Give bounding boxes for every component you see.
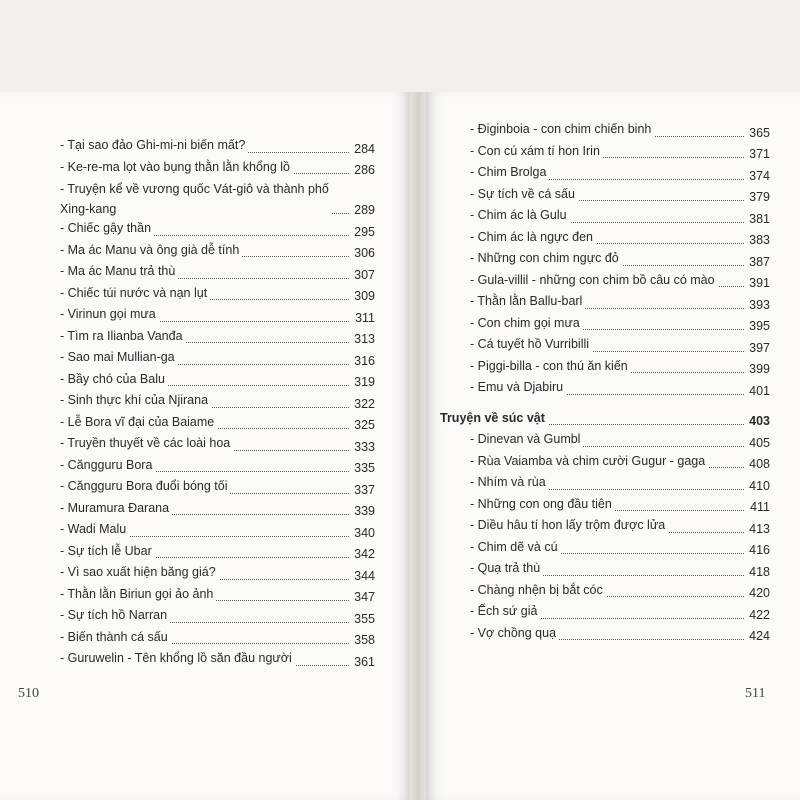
toc-entry <box>470 516 770 538</box>
toc-entry <box>60 585 375 607</box>
toc-entry-title: - Thằn lằn Biriun gọi ảo ảnh <box>60 585 216 604</box>
toc-entry-page: 371 <box>746 146 770 162</box>
toc-entry-title: - Sự tích lễ Ubar <box>60 542 155 561</box>
toc-entry <box>60 520 375 542</box>
toc-entry <box>470 357 770 379</box>
toc-entry <box>470 452 770 474</box>
toc-entry-page: 335 <box>351 460 375 476</box>
toc-entry <box>470 185 770 207</box>
toc-entry <box>470 120 770 142</box>
toc-entry-title: - Chiếc gậy thần <box>60 219 154 238</box>
toc-entry <box>60 391 375 413</box>
toc-entry-page: 408 <box>746 456 770 472</box>
toc-entry-page: 401 <box>746 383 770 399</box>
toc-entry-page: 309 <box>351 288 375 304</box>
toc-entry <box>470 271 770 293</box>
toc-entry-page: 325 <box>351 417 375 433</box>
toc-entry <box>60 499 375 521</box>
toc-entry-title: - Emu và Djabiru <box>470 378 566 397</box>
toc-entry <box>470 314 770 336</box>
toc-entry-page: 420 <box>746 585 770 601</box>
section-heading-page: 403 <box>746 413 770 429</box>
toc-entry-title: - Căngguru Bora đuổi bóng tối <box>60 477 230 496</box>
toc-entry-title: - Sự tích về cá sấu <box>470 185 578 204</box>
toc-entry-title: - Truyền thuyết về các loài hoa <box>60 434 233 453</box>
toc-entry <box>470 228 770 250</box>
toc-entry-title: - Điginboia - con chim chiến binh <box>470 120 654 139</box>
toc-entry <box>470 624 770 646</box>
toc-entry-title: - Ếch sứ giả <box>470 602 540 621</box>
toc-entry-page: 355 <box>351 611 375 627</box>
toc-left <box>60 136 375 671</box>
toc-entry-title: - Tìm ra Ilianba Vanđa <box>60 327 186 346</box>
toc-entry <box>60 262 375 284</box>
toc-entry <box>60 179 375 219</box>
toc-entry-page: 397 <box>746 340 770 356</box>
toc-entry <box>470 495 770 517</box>
toc-entry-page: 340 <box>351 525 375 541</box>
toc-entry <box>470 581 770 603</box>
toc-entry-title: - Sinh thực khí của Njirana <box>60 391 211 410</box>
toc-entry-title: - Ma ác Manu trả thù <box>60 262 178 281</box>
toc-entry-page: 405 <box>746 435 770 451</box>
toc-entry <box>60 219 375 241</box>
toc-entry-title: - Diều hâu tí hon lấy trộm được lửa <box>470 516 668 535</box>
toc-entry <box>60 563 375 585</box>
toc-entry <box>470 430 770 452</box>
toc-entry-page: 342 <box>351 546 375 562</box>
toc-entry-title: - Guruwelin - Tên khổng lồ săn đầu người <box>60 649 295 668</box>
toc-entry-page: 347 <box>351 589 375 605</box>
toc-entry <box>60 284 375 306</box>
toc-entry <box>470 538 770 560</box>
section-heading-title: Truyện về súc vật <box>440 409 548 428</box>
toc-entry-page: 387 <box>746 254 770 270</box>
toc-entry-title: - Ma ác Manu và ông già dễ tính <box>60 241 242 260</box>
toc-entry <box>60 136 375 158</box>
toc-entry <box>60 413 375 435</box>
toc-entry-page: 306 <box>351 245 375 261</box>
toc-entry-page: 286 <box>351 162 375 178</box>
toc-entry <box>60 456 375 478</box>
toc-entry-title: - Sao mai Mullian-ga <box>60 348 178 367</box>
toc-entry-title: - Wadi Malu <box>60 520 129 539</box>
toc-entry-title: - Virinun gọi mưa <box>60 305 159 324</box>
toc-entry <box>60 434 375 456</box>
toc-entry-page: 395 <box>746 318 770 334</box>
toc-entry <box>60 327 375 349</box>
toc-entry-page: 307 <box>351 267 375 283</box>
toc-entry-page: 337 <box>351 482 375 498</box>
toc-entry-page: 311 <box>352 310 375 326</box>
toc-entry-page: 381 <box>746 211 770 227</box>
toc-entry-title: - Chiếc túi nước và nạn lụt <box>60 284 210 303</box>
section-heading <box>440 409 770 431</box>
toc-entry-title: - Biến thành cá sấu <box>60 628 171 647</box>
toc-entry-title: - Gula-villil - những con chim bồ câu có mào <box>470 271 718 290</box>
toc-entry-title: - Chim dẽ và cú <box>470 538 561 557</box>
toc-entry-page: 295 <box>351 224 375 240</box>
toc-entry-page: 358 <box>351 632 375 648</box>
toc-entry <box>470 473 770 495</box>
toc-entry-title: - Chim ác là ngực đen <box>470 228 596 247</box>
toc-entry-title: - Con chim gọi mưa <box>470 314 583 333</box>
toc-entry-page: 399 <box>746 361 770 377</box>
toc-entry-page: 413 <box>746 521 770 537</box>
toc-entry <box>60 542 375 564</box>
toc-entry-page: 313 <box>351 331 375 347</box>
toc-entry-page: 416 <box>746 542 770 558</box>
toc-entry-title: - Những con chim ngực đỏ <box>470 249 622 268</box>
toc-entry-page: 322 <box>351 396 375 412</box>
toc-entry-title: - Bầy chó của Balu <box>60 370 168 389</box>
toc-entry-page: 391 <box>746 275 770 291</box>
toc-entry-page: 339 <box>351 503 375 519</box>
toc-entry-title: - Căngguru Bora <box>60 456 155 475</box>
toc-entry <box>60 606 375 628</box>
toc-entry-page: 289 <box>351 202 375 218</box>
toc-entry-page: 424 <box>746 628 770 644</box>
toc-entry-page: 410 <box>746 478 770 494</box>
page-number-left: 510 <box>18 686 39 701</box>
toc-entry-page: 361 <box>351 654 375 670</box>
page-number-right: 511 <box>745 686 766 701</box>
toc-entry-title: - Sự tích hồ Narran <box>60 606 170 625</box>
toc-entry <box>60 628 375 650</box>
toc-entry-page: 365 <box>746 125 770 141</box>
toc-entry-page: 383 <box>746 232 770 248</box>
toc-entry-title: - Dinevan và Gumbl <box>470 430 583 449</box>
toc-entry-title: - Chàng nhện bị bắt cóc <box>470 581 606 600</box>
toc-right <box>440 120 770 645</box>
toc-entry-title: - Lễ Bora vĩ đại của Baiame <box>60 413 217 432</box>
toc-entry-page: 411 <box>747 499 770 515</box>
toc-entry-title: - Muramura Đarana <box>60 499 172 518</box>
toc-entry <box>470 142 770 164</box>
toc-entry <box>60 649 375 671</box>
toc-entry <box>470 602 770 624</box>
toc-entry-title: - Nhím và rùa <box>470 473 549 492</box>
toc-entry <box>470 335 770 357</box>
toc-entry-title: - Quạ trả thù <box>470 559 543 578</box>
toc-entry-page: 333 <box>351 439 375 455</box>
toc-entry <box>470 163 770 185</box>
toc-entry-title: - Chim ác là Gulu <box>470 206 570 225</box>
toc-entry <box>470 206 770 228</box>
toc-entry-title: - Piggi-billa - con thú ăn kiến <box>470 357 631 376</box>
toc-entry-page: 422 <box>746 607 770 623</box>
toc-entry <box>60 158 375 180</box>
toc-entry <box>470 378 770 400</box>
toc-entry-title: - Rùa Vaiamba và chim cười Gugur - gaga <box>470 452 708 471</box>
toc-entry-page: 316 <box>351 353 375 369</box>
toc-entry-title: - Vợ chồng quạ <box>470 624 559 643</box>
toc-entry-page: 379 <box>746 189 770 205</box>
toc-entry <box>60 348 375 370</box>
toc-entry-page: 284 <box>351 141 375 157</box>
toc-entry-title: - Chim Brolga <box>470 163 549 182</box>
book-gutter <box>410 92 426 800</box>
toc-entry <box>60 241 375 263</box>
toc-entry-title: - Con cú xám tí hon Irin <box>470 142 603 161</box>
toc-entry-page: 418 <box>746 564 770 580</box>
toc-entry <box>60 370 375 392</box>
toc-entry <box>470 292 770 314</box>
toc-entry-title: - Thằn lằn Ballu-barl <box>470 292 585 311</box>
toc-entry <box>470 559 770 581</box>
toc-entry-title: - Những con ong đầu tiên <box>470 495 615 514</box>
toc-entry-page: 344 <box>351 568 375 584</box>
toc-entry-title: - Tại sao đảo Ghi-mi-ni biến mất? <box>60 136 248 155</box>
toc-entry-title: - Truyện kể về vương quốc Vát-giô và thành phố Xing-kang <box>60 179 332 219</box>
toc-entry-page: 319 <box>351 374 375 390</box>
toc-entry-page: 393 <box>746 297 770 313</box>
toc-entry <box>60 305 375 327</box>
toc-entry <box>470 249 770 271</box>
toc-entry-page: 374 <box>746 168 770 184</box>
toc-entry-title: - Vì sao xuất hiện băng giá? <box>60 563 219 582</box>
toc-entry <box>60 477 375 499</box>
toc-entry-title: - Cá tuyết hồ Vurribilli <box>470 335 592 354</box>
toc-entry-title: - Ke-re-ma lọt vào bụng thằn lằn khổng lồ <box>60 158 293 177</box>
